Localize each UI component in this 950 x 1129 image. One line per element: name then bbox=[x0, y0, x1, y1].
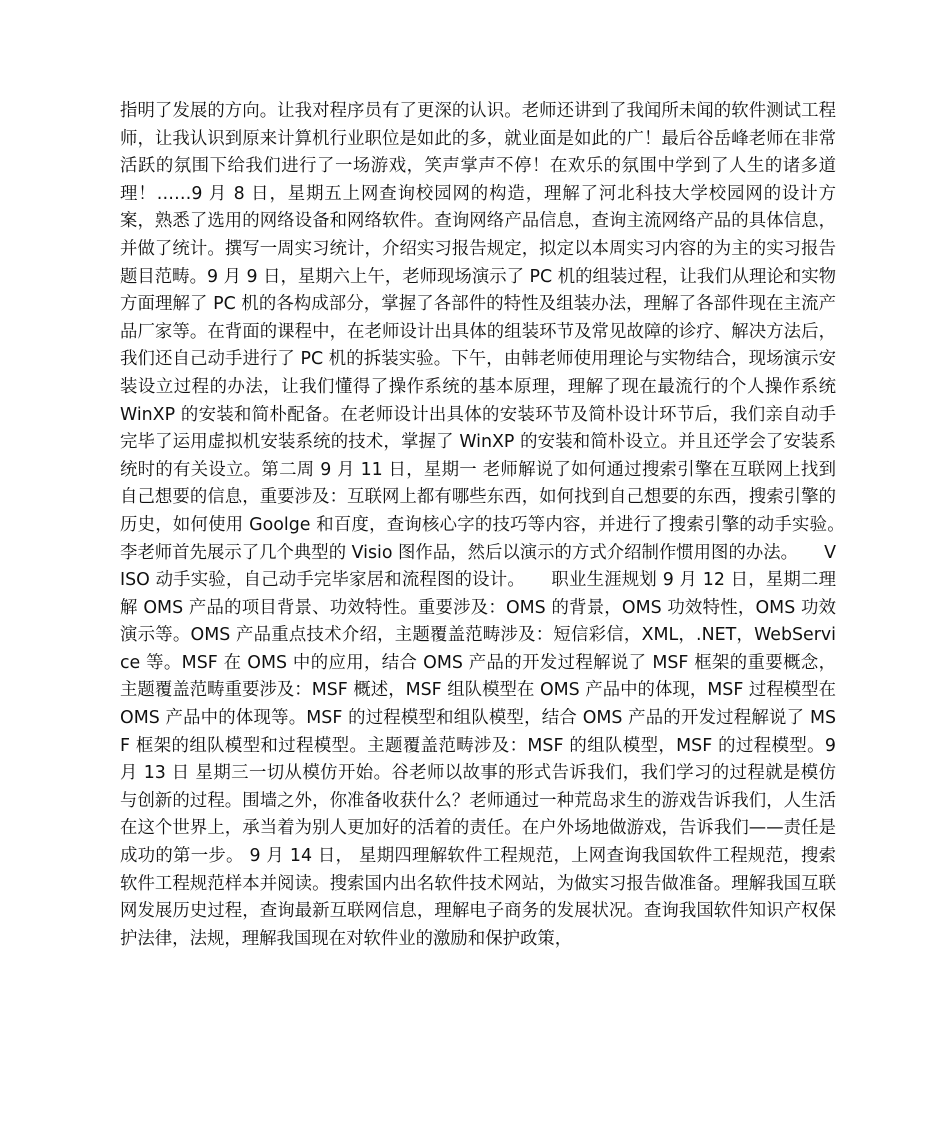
body-paragraph: 指明了发展的方向。让我对程序员有了更深的认识。老师还讲到了我闻所未闻的软件测试工程师，让我认识到原来计算机行业职位是如此的多，就业面是如此的广！最后谷岳峰老师在非常活跃的氛围下给我们进行了一场游戏，笑声掌声不停！在欢乐的氛围中学到了人生的诸多道理！……9 月 8 日，星期五上网查询校园网的构造，理解了河北科技大学校园网的设计方案，熟悉了选用的网络设备和网络软件。查询网络产品信息，查询主流网络产品的具体信息，并做了统计。撰写一周实习统计，介绍实习报告规定，拟定以本周实习内容的为主的实习报告题目范畴。9 月 9 日，星期六上午，老师现场演示了 PC 机的组装过程，让我们从理论和实物方面理解了 PC 机的各构成部分，掌握了各部件的特性及组装办法，理解了各部件现在主流产品厂家等。在背面的课程中，在老师设计出具体的组装环节及常见故障的诊疗、解决方法后，我们还自己动手进行了 PC 机的拆装实验。下午，由韩老师使用理论与实物结合，现场演示安装设立过程的办法，让我们懂得了操作系统的基本原理，理解了现在最流行的个人操作系统 WinXP 的安装和简朴配备。在老师设计出具体的安装环节及简朴设计环节后，我们亲自动手完毕了运用虚拟机安装系统的技术，掌握了 WinXP 的安装和简朴设立。并且还学会了安装系统时的有关设立。第二周 9 月 11 日，星期一 老师解说了如何通过搜索引擎在互联网上找到自己想要的信息，重要涉及：互联网上都有哪些东西，如何找到自己想要的东西，搜索引擎的历史，如何使用 Goolge 和百度，查询核心字的技巧等内容，并进行了搜索引擎的动手实验。 李老师首先展示了几个典型的 Visio 图作品，然后以演示的方式介绍制作惯用图的办法。 VISO 动手实验，自己动手完毕家居和流程图的设计。 职业生涯规划 9 月 12 日，星期二理解 OMS 产品的项目背景、功效特性。重要涉及：OMS 的背景，OMS 功效特性，OMS 功效演示等。OMS 产品重点技术介绍，主题覆盖范畴涉及：短信彩信，XML，.NET，WebService 等。MSF 在 OMS 中的应用，结合 OMS 产品的开发过程解说了 MSF 框架的重要概念，主题覆盖范畴重要涉及：MSF 概述，MSF 组队模型在 OMS 产品中的体现，MSF 过程模型在 OMS 产品中的体现等。MSF 的过程模型和组队模型，结合 OMS 产品的开发过程解说了 MSF 框架的组队模型和过程模型。主题覆盖范畴涉及：MSF 的组队模型，MSF 的过程模型。9 月 13 日 星期三一切从模仿开始。谷老师以故事的形式告诉我们，我们学习的过程就是模仿与创新的过程。围墙之外，你准备收获什么？老师通过一种荒岛求生的游戏告诉我们，人生活在这个世界上，承当着为别人更加好的活着的责任。在户外场地做游戏，告诉我们——责任是成功的第一步。 9 月 14 日， 星期四理解软件工程规范，上网查询我国软件工程规范，搜索软件工程规范样本并阅读。搜索国内出名软件技术网站，为做实习报告做准备。理解我国互联网发展历史过程，查询最新互联网信息，理解电子商务的发展状况。查询我国软件知识产权保护法律，法规，理解我国现在对软件业的激励和保护政策， bbox=[120, 101, 871, 949]
